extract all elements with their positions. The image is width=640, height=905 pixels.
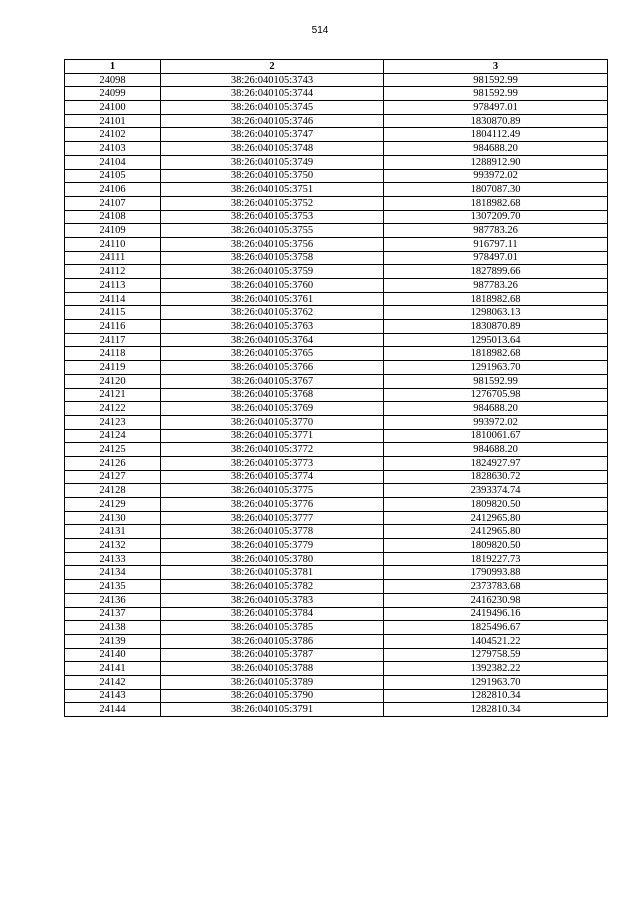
cell-number: 24138 <box>65 621 161 635</box>
cell-cadastral-number: 38:26:040105:3775 <box>161 484 384 498</box>
cell-value: 978497.01 <box>384 101 608 115</box>
table-row <box>65 142 608 156</box>
table-row <box>65 279 608 293</box>
cell-cadastral-number: 38:26:040105:3762 <box>161 306 384 320</box>
cell-value: 1809820.50 <box>384 539 608 553</box>
table-row <box>65 237 608 251</box>
cell-cadastral-number: 38:26:040105:3747 <box>161 128 384 142</box>
table-row <box>65 306 608 320</box>
cell-number: 24133 <box>65 552 161 566</box>
table-header <box>65 60 608 74</box>
cell-value: 984688.20 <box>384 443 608 457</box>
cell-cadastral-number: 38:26:040105:3770 <box>161 415 384 429</box>
cell-number: 24100 <box>65 101 161 115</box>
table-row <box>65 320 608 334</box>
cell-cadastral-number: 38:26:040105:3758 <box>161 251 384 265</box>
cell-value: 1291963.70 <box>384 675 608 689</box>
table-row <box>65 114 608 128</box>
table-row <box>65 675 608 689</box>
cell-number: 24106 <box>65 183 161 197</box>
cell-cadastral-number: 38:26:040105:3756 <box>161 237 384 251</box>
cell-cadastral-number: 38:26:040105:3765 <box>161 347 384 361</box>
cell-number: 24143 <box>65 689 161 703</box>
table-row <box>65 388 608 402</box>
cell-number: 24136 <box>65 593 161 607</box>
table-row <box>65 525 608 539</box>
cell-value: 1295013.64 <box>384 333 608 347</box>
cell-value: 993972.02 <box>384 415 608 429</box>
cell-value: 2419496.16 <box>384 607 608 621</box>
cell-number: 24135 <box>65 580 161 594</box>
cell-number: 24132 <box>65 539 161 553</box>
cell-number: 24122 <box>65 402 161 416</box>
table-row <box>65 498 608 512</box>
cell-value: 993972.02 <box>384 169 608 183</box>
cell-value: 1804112.49 <box>384 128 608 142</box>
cell-cadastral-number: 38:26:040105:3785 <box>161 621 384 635</box>
cell-number: 24112 <box>65 265 161 279</box>
table-row <box>65 689 608 703</box>
cell-number: 24105 <box>65 169 161 183</box>
cell-value: 2373783.68 <box>384 580 608 594</box>
cell-number: 24137 <box>65 607 161 621</box>
table-row <box>65 539 608 553</box>
cell-value: 1819227.73 <box>384 552 608 566</box>
table-row <box>65 566 608 580</box>
cell-cadastral-number: 38:26:040105:3759 <box>161 265 384 279</box>
cell-cadastral-number: 38:26:040105:3774 <box>161 470 384 484</box>
table-row <box>65 292 608 306</box>
cell-cadastral-number: 38:26:040105:3781 <box>161 566 384 580</box>
cell-cadastral-number: 38:26:040105:3771 <box>161 429 384 443</box>
cell-number: 24144 <box>65 703 161 717</box>
cell-value: 984688.20 <box>384 142 608 156</box>
cell-cadastral-number: 38:26:040105:3780 <box>161 552 384 566</box>
table-row <box>65 470 608 484</box>
cell-value: 1392382.22 <box>384 662 608 676</box>
cell-cadastral-number: 38:26:040105:3777 <box>161 511 384 525</box>
cell-number: 24126 <box>65 456 161 470</box>
cell-value: 2412965.80 <box>384 525 608 539</box>
cell-value: 1298063.13 <box>384 306 608 320</box>
data-table <box>64 59 608 717</box>
cell-cadastral-number: 38:26:040105:3786 <box>161 634 384 648</box>
table-row <box>65 196 608 210</box>
cell-cadastral-number: 38:26:040105:3784 <box>161 607 384 621</box>
cell-number: 24118 <box>65 347 161 361</box>
cell-value: 981592.99 <box>384 73 608 87</box>
cell-number: 24141 <box>65 662 161 676</box>
table-row <box>65 443 608 457</box>
cell-number: 24131 <box>65 525 161 539</box>
cell-number: 24123 <box>65 415 161 429</box>
cell-number: 24108 <box>65 210 161 224</box>
cell-cadastral-number: 38:26:040105:3753 <box>161 210 384 224</box>
cell-value: 987783.26 <box>384 279 608 293</box>
cell-value: 1818982.68 <box>384 347 608 361</box>
cell-cadastral-number: 38:26:040105:3744 <box>161 87 384 101</box>
table-row <box>65 251 608 265</box>
cell-value: 1830870.89 <box>384 114 608 128</box>
cell-number: 24120 <box>65 374 161 388</box>
table-row <box>65 210 608 224</box>
cell-cadastral-number: 38:26:040105:3790 <box>161 689 384 703</box>
cell-number: 24102 <box>65 128 161 142</box>
cell-value: 1288912.90 <box>384 155 608 169</box>
cell-cadastral-number: 38:26:040105:3788 <box>161 662 384 676</box>
cell-number: 24111 <box>65 251 161 265</box>
cell-cadastral-number: 38:26:040105:3745 <box>161 101 384 115</box>
cell-value: 987783.26 <box>384 224 608 238</box>
table-row <box>65 128 608 142</box>
cell-cadastral-number: 38:26:040105:3763 <box>161 320 384 334</box>
header-row <box>65 60 608 74</box>
cell-value: 1809820.50 <box>384 498 608 512</box>
cell-number: 24107 <box>65 196 161 210</box>
cell-cadastral-number: 38:26:040105:3767 <box>161 374 384 388</box>
cell-number: 24104 <box>65 155 161 169</box>
table-row <box>65 183 608 197</box>
cell-number: 24119 <box>65 361 161 375</box>
cell-value: 1282810.34 <box>384 689 608 703</box>
cell-value: 984688.20 <box>384 402 608 416</box>
cell-number: 24128 <box>65 484 161 498</box>
cell-number: 24129 <box>65 498 161 512</box>
cell-number: 24101 <box>65 114 161 128</box>
table-row <box>65 621 608 635</box>
table-row <box>65 169 608 183</box>
cell-value: 1830870.89 <box>384 320 608 334</box>
cell-cadastral-number: 38:26:040105:3750 <box>161 169 384 183</box>
cell-number: 24116 <box>65 320 161 334</box>
cell-number: 24127 <box>65 470 161 484</box>
cell-number: 24115 <box>65 306 161 320</box>
cell-cadastral-number: 38:26:040105:3782 <box>161 580 384 594</box>
cell-cadastral-number: 38:26:040105:3768 <box>161 388 384 402</box>
cell-cadastral-number: 38:26:040105:3746 <box>161 114 384 128</box>
page-number: 514 <box>311 25 329 36</box>
cell-number: 24139 <box>65 634 161 648</box>
cell-number: 24110 <box>65 237 161 251</box>
table-row <box>65 87 608 101</box>
table-row <box>65 662 608 676</box>
table-row <box>65 648 608 662</box>
cell-value: 1807087.30 <box>384 183 608 197</box>
cell-cadastral-number: 38:26:040105:3769 <box>161 402 384 416</box>
cell-cadastral-number: 38:26:040105:3764 <box>161 333 384 347</box>
cell-cadastral-number: 38:26:040105:3766 <box>161 361 384 375</box>
cell-cadastral-number: 38:26:040105:3772 <box>161 443 384 457</box>
cell-number: 24098 <box>65 73 161 87</box>
cell-cadastral-number: 38:26:040105:3783 <box>161 593 384 607</box>
table-row <box>65 456 608 470</box>
table-row <box>65 484 608 498</box>
cell-cadastral-number: 38:26:040105:3743 <box>161 73 384 87</box>
cell-value: 1818982.68 <box>384 196 608 210</box>
column-header-3: 3 <box>384 60 608 74</box>
cell-cadastral-number: 38:26:040105:3778 <box>161 525 384 539</box>
table-row <box>65 347 608 361</box>
table-row <box>65 607 608 621</box>
cell-cadastral-number: 38:26:040105:3751 <box>161 183 384 197</box>
cell-value: 1818982.68 <box>384 292 608 306</box>
cell-cadastral-number: 38:26:040105:3760 <box>161 279 384 293</box>
cell-value: 2416230.98 <box>384 593 608 607</box>
table-row <box>65 333 608 347</box>
cell-number: 24103 <box>65 142 161 156</box>
cell-cadastral-number: 38:26:040105:3773 <box>161 456 384 470</box>
cell-value: 916797.11 <box>384 237 608 251</box>
cell-value: 1404521.22 <box>384 634 608 648</box>
cell-cadastral-number: 38:26:040105:3789 <box>161 675 384 689</box>
table-row <box>65 415 608 429</box>
cell-cadastral-number: 38:26:040105:3752 <box>161 196 384 210</box>
cell-value: 1276705.98 <box>384 388 608 402</box>
cell-value: 2393374.74 <box>384 484 608 498</box>
table-row <box>65 634 608 648</box>
table-row <box>65 374 608 388</box>
cell-number: 24124 <box>65 429 161 443</box>
cell-cadastral-number: 38:26:040105:3749 <box>161 155 384 169</box>
table-row <box>65 580 608 594</box>
cell-value: 1827899.66 <box>384 265 608 279</box>
cell-number: 24117 <box>65 333 161 347</box>
cell-cadastral-number: 38:26:040105:3791 <box>161 703 384 717</box>
table-row <box>65 552 608 566</box>
cell-cadastral-number: 38:26:040105:3748 <box>161 142 384 156</box>
cell-cadastral-number: 38:26:040105:3755 <box>161 224 384 238</box>
cell-number: 24113 <box>65 279 161 293</box>
table-row <box>65 101 608 115</box>
table-row <box>65 511 608 525</box>
column-header-1: 1 <box>65 60 161 74</box>
cell-cadastral-number: 38:26:040105:3761 <box>161 292 384 306</box>
cell-number: 24109 <box>65 224 161 238</box>
column-header-2: 2 <box>161 60 384 74</box>
cell-value: 1282810.34 <box>384 703 608 717</box>
cell-value: 1279758.59 <box>384 648 608 662</box>
cell-number: 24142 <box>65 675 161 689</box>
cell-cadastral-number: 38:26:040105:3776 <box>161 498 384 512</box>
cell-value: 1307209.70 <box>384 210 608 224</box>
cell-number: 24130 <box>65 511 161 525</box>
table-row <box>65 429 608 443</box>
cell-value: 981592.99 <box>384 87 608 101</box>
cell-value: 1828630.72 <box>384 470 608 484</box>
cell-value: 1790993.88 <box>384 566 608 580</box>
cell-value: 1824927.97 <box>384 456 608 470</box>
cell-number: 24099 <box>65 87 161 101</box>
table-row <box>65 224 608 238</box>
cell-number: 24134 <box>65 566 161 580</box>
cell-number: 24114 <box>65 292 161 306</box>
cell-number: 24125 <box>65 443 161 457</box>
cell-value: 978497.01 <box>384 251 608 265</box>
cell-value: 1825496.67 <box>384 621 608 635</box>
cell-value: 981592.99 <box>384 374 608 388</box>
cell-value: 1810061.67 <box>384 429 608 443</box>
cell-value: 1291963.70 <box>384 361 608 375</box>
table-row <box>65 593 608 607</box>
cell-value: 2412965.80 <box>384 511 608 525</box>
table-row <box>65 361 608 375</box>
table-row <box>65 155 608 169</box>
table-row <box>65 73 608 87</box>
table-row <box>65 402 608 416</box>
table-row <box>65 703 608 717</box>
cell-cadastral-number: 38:26:040105:3787 <box>161 648 384 662</box>
table-body <box>65 73 608 716</box>
cell-cadastral-number: 38:26:040105:3779 <box>161 539 384 553</box>
table-row <box>65 265 608 279</box>
cell-number: 24140 <box>65 648 161 662</box>
cell-number: 24121 <box>65 388 161 402</box>
